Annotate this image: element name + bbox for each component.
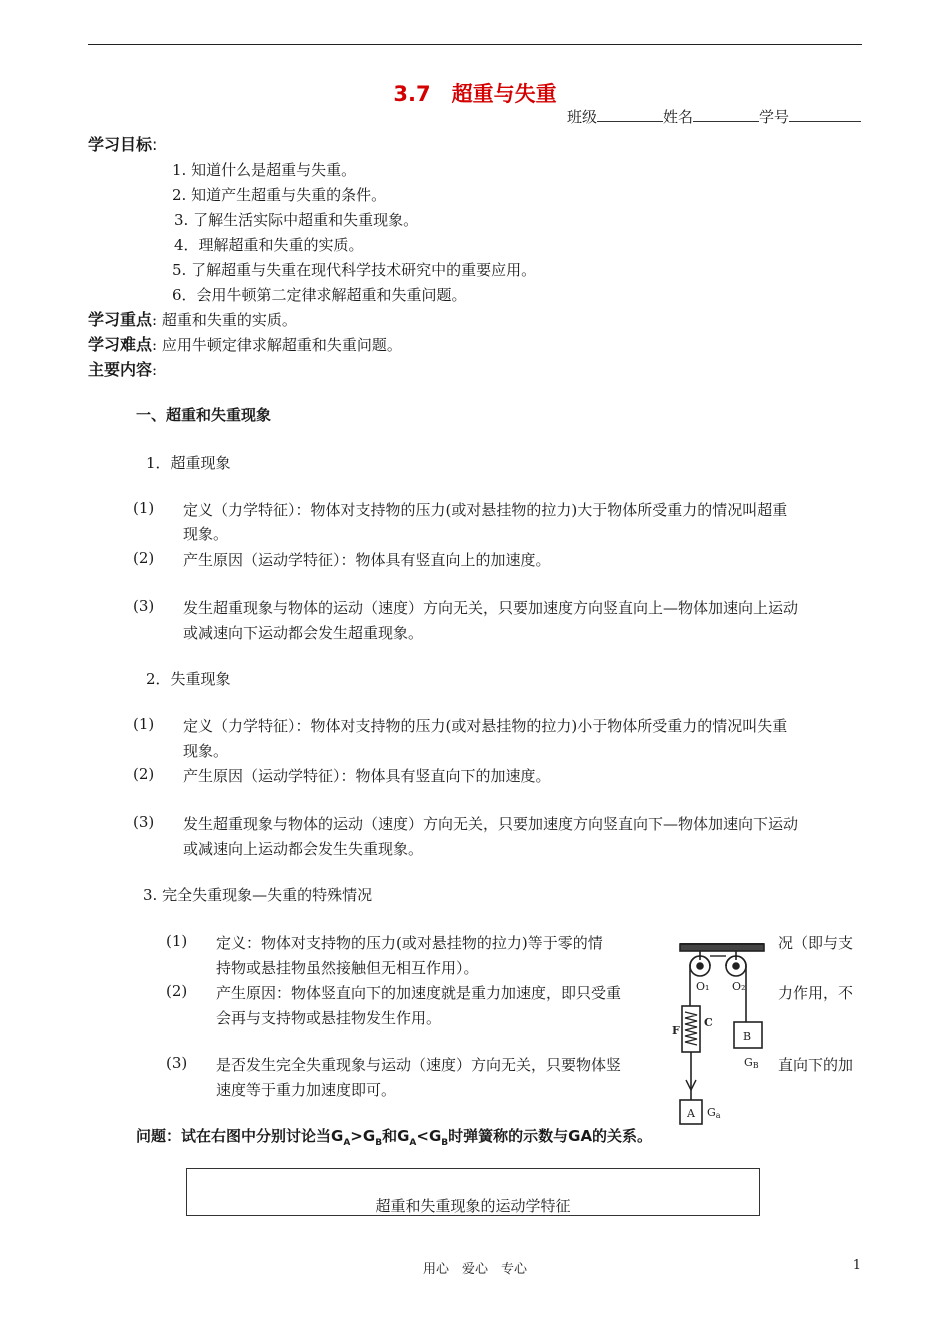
item-text: 定义（力学特征）：物体对支持物的压力(或对悬挂物的拉力)小于物体所受重力的情况叫失重 — [183, 717, 788, 735]
name-label: 姓名 — [662, 108, 693, 126]
label-a: A — [687, 1107, 695, 1120]
item-number: (1) — [133, 499, 155, 517]
objective-item: 4．理解超重和失重的实质。 — [174, 236, 364, 254]
item-text: 产生原因（运动学特征）：物体具有竖直向上的加速度。 — [183, 551, 551, 569]
item-number: (1) — [166, 932, 188, 950]
name-blank[interactable] — [693, 107, 759, 122]
question-text: 问题：试在右图中分别讨论当$G_A>G_B$和$G_A<G_B$时弹簧称的示数与GA的关系。 — [136, 1127, 653, 1148]
item-number: (3) — [133, 813, 155, 831]
main-content-heading: 主要内容: — [88, 360, 158, 379]
item-text-right: 力作用，不 — [778, 984, 854, 1002]
student-info — [567, 106, 861, 127]
table-box-title: 超重和失重现象的运动学特征 — [375, 1197, 571, 1215]
label-ga: Ga — [707, 1106, 721, 1120]
difficulty: 学习难点: 应用牛顿定律求解超重和失重问题。 — [88, 335, 402, 354]
item-text-cont: 速度等于重力加速度即可。 — [216, 1081, 397, 1099]
table-box — [186, 1168, 760, 1216]
class-label: 班级 — [566, 108, 597, 126]
objective-item: 1. 知道什么是超重与失重。 — [172, 161, 357, 179]
key-point-text: 超重和失重的实质。 — [161, 311, 297, 329]
item-text: 产生原因：物体竖直向下的加速度就是重力加速度，即只受重 — [216, 984, 622, 1002]
item-text: 是否发生完全失重现象与运动（速度）方向无关，只要物体竖 — [216, 1056, 622, 1074]
item-text-cont: 持物或悬挂物虽然接触但无相互作用）。 — [216, 959, 479, 977]
id-label: 学号 — [758, 108, 789, 126]
class-blank[interactable] — [597, 107, 663, 122]
item-number: (3) — [133, 597, 155, 615]
objective-item: 3. 了解生活实际中超重和失重现象。 — [174, 211, 419, 229]
header-rule — [88, 44, 862, 45]
difficulty-heading: 学习难点 — [88, 335, 153, 354]
pulley-spring-figure — [664, 934, 776, 1130]
item-text-right: 直向下的加 — [778, 1056, 854, 1074]
id-blank[interactable] — [789, 107, 861, 122]
section1-heading: 一、超重和失重现象 — [136, 406, 272, 424]
item-text-cont: 现象。 — [183, 742, 229, 760]
item-text: 产生原因（运动学特征）：物体具有竖直向下的加速度。 — [183, 767, 551, 785]
footer-text: 用心 爱心 专心 — [422, 1262, 527, 1277]
item-text-cont: 会再与支持物或悬挂物发生作用。 — [216, 1009, 442, 1027]
item-text-cont: 或减速向上运动都会发生失重现象。 — [183, 840, 424, 858]
page-title: 3.7 超重与失重 — [393, 82, 557, 106]
item-text-right: 况（即与支 — [778, 934, 854, 952]
item-number: (3) — [166, 1054, 188, 1072]
key-point-heading: 学习重点 — [88, 310, 153, 329]
ceiling-beam — [680, 944, 764, 951]
label-o1: O₁ — [696, 980, 710, 993]
label-gb: GB — [744, 1056, 759, 1070]
item-text-cont: 现象。 — [183, 525, 229, 543]
page-number: 1 — [852, 1258, 861, 1273]
objective-item: 2. 知道产生超重与失重的条件。 — [172, 186, 387, 204]
item-text: 发生超重现象与物体的运动（速度）方向无关，只要加速度方向竖直向下—物体加速向下运动 — [183, 815, 799, 833]
item-text: 定义（力学特征）：物体对支持物的压力(或对悬挂物的拉力)大于物体所受重力的情况叫超重 — [183, 501, 788, 519]
objective-item: 5. 了解超重与失重在现代科学技术研究中的重要应用。 — [172, 261, 537, 279]
objective-item: 6．会用牛顿第二定律求解超重和失重问题。 — [172, 286, 467, 304]
item-number: (2) — [133, 549, 155, 567]
objectives-heading: 学习目标: — [88, 135, 158, 154]
item-text: 发生超重现象与物体的运动（速度）方向无关，只要加速度方向竖直向上—物体加速向上运动 — [183, 599, 799, 617]
item-text-cont: 或减速向下运动都会发生超重现象。 — [183, 624, 424, 642]
label-b: B — [743, 1030, 752, 1043]
item-number: (2) — [166, 982, 188, 1000]
label-f: F — [672, 1024, 680, 1037]
label-c: C — [704, 1016, 713, 1029]
sub1-heading: 1．超重现象 — [146, 454, 231, 472]
item-text: 定义：物体对支持物的压力(或对悬挂物的拉力)等于零的情 — [216, 934, 603, 952]
label-o2: O₂ — [732, 980, 746, 993]
key-point: 学习重点: 超重和失重的实质。 — [88, 310, 297, 329]
sub3-heading: 3. 完全失重现象—失重的特殊情况 — [143, 886, 373, 904]
item-number: (1) — [133, 715, 155, 733]
sub2-heading: 2．失重现象 — [146, 670, 231, 688]
item-number: (2) — [133, 765, 155, 783]
difficulty-text: 应用牛顿定律求解超重和失重问题。 — [161, 336, 402, 354]
